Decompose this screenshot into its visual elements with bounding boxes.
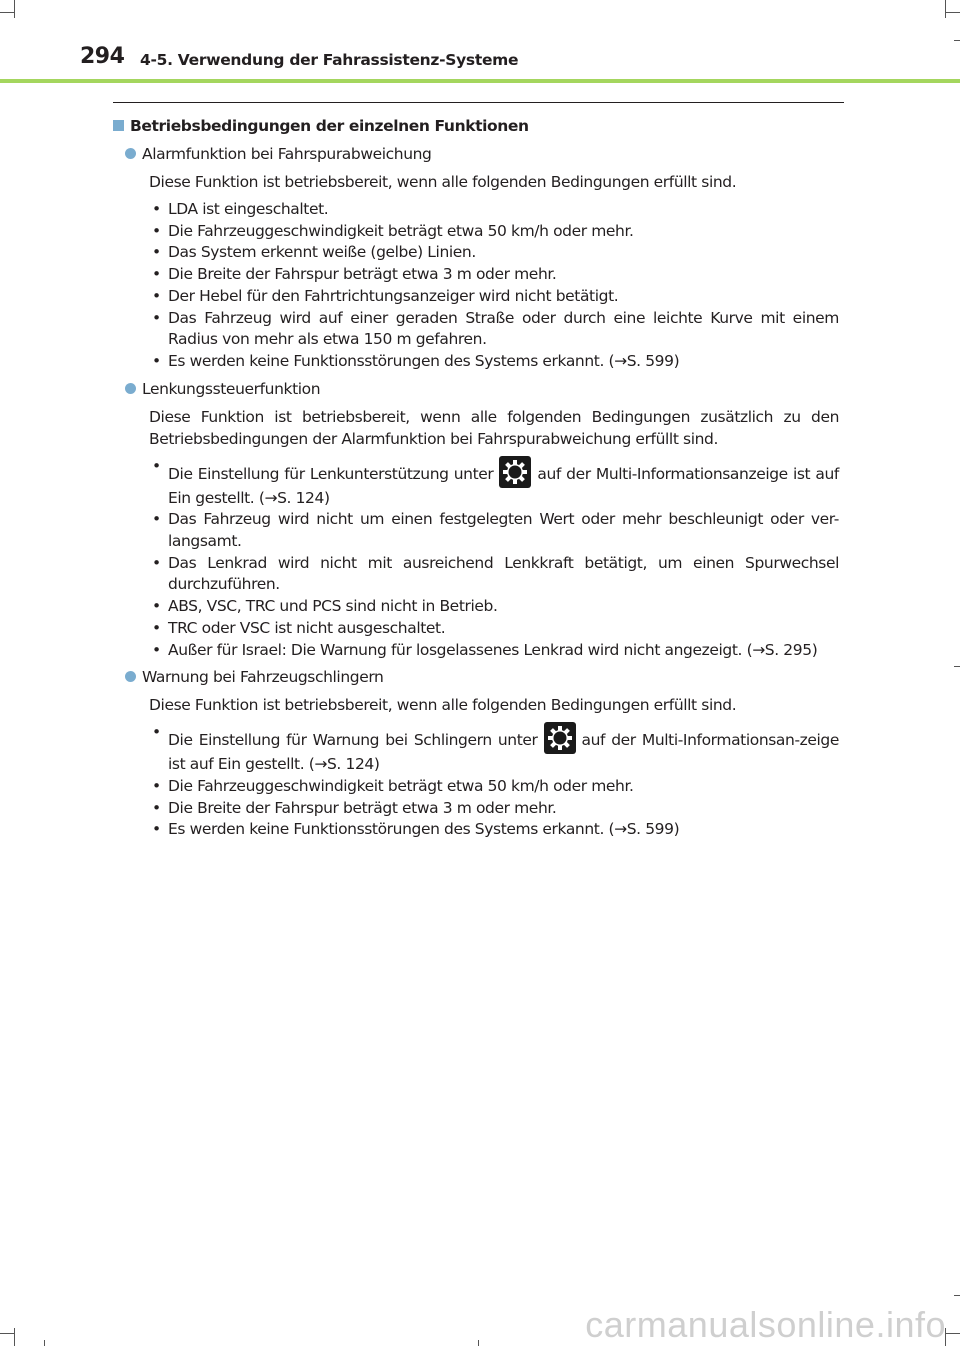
circle-bullet-icon bbox=[125, 671, 136, 682]
gear-icon bbox=[544, 722, 576, 754]
list-item: • Die Breite der Fahrspur beträgt etwa 3 m oder mehr. bbox=[152, 798, 557, 817]
list-item: • TRC oder VSC ist nicht ausgeschaltet. bbox=[152, 618, 446, 637]
heading bbox=[113, 114, 839, 138]
subheading-steering bbox=[113, 377, 839, 401]
circle-bullet-icon bbox=[125, 383, 136, 394]
crop-mark bbox=[14, 0, 15, 18]
list-item: • Es werden keine Funktionsstörungen des Systems erkannt. (→S. 599) bbox=[152, 820, 680, 839]
bullet-list bbox=[149, 722, 839, 841]
subheading-text: Alarmfunktion bei Fahrspurabweichung bbox=[142, 145, 432, 163]
subheading-text: Lenkungssteuerfunktion bbox=[142, 379, 321, 398]
list-item: • Das System erkennt weiße (gelbe) Linien. bbox=[152, 243, 476, 262]
crop-mark bbox=[954, 666, 960, 667]
crop-mark bbox=[954, 40, 960, 41]
list-item: • Das Lenkrad wird nicht mit ausreichend Lenkkraft betätigt, um einen Spurwechsel durchzuführen. bbox=[152, 553, 839, 594]
watermark: carmanualsonline.info bbox=[585, 1304, 946, 1345]
square-bullet-icon bbox=[113, 120, 124, 131]
list-item: • Außer für Israel: Die Warnung für losgelassenes Lenkrad wird nicht angezeigt. (→S. 295) bbox=[152, 640, 818, 659]
list-item: • Die Fahrzeuggeschwindigkeit beträgt etwa 50 km/h oder mehr. bbox=[152, 776, 634, 795]
subheading-sway bbox=[113, 665, 839, 689]
crop-mark bbox=[0, 1333, 15, 1334]
crop-mark bbox=[945, 1333, 960, 1334]
bullet-list bbox=[149, 456, 839, 662]
circle-bullet-icon bbox=[125, 148, 136, 159]
gear-icon bbox=[499, 456, 531, 488]
paragraph: Diese Funktion ist betriebsbereit, wenn alle folgenden Bedingungen erfüllt sind. bbox=[149, 696, 737, 715]
list-item: • Das Fahrzeug wird nicht um einen festgelegten Wert oder mehr beschleunigt oder ver-langsamt. bbox=[152, 510, 839, 551]
list-item: • Das Fahrzeug wird auf einer geraden Straße oder durch eine leichte Kurve mit einem Radius von mehr als etwa 150 m gefahren. bbox=[152, 308, 839, 349]
subheading-alarm bbox=[113, 142, 839, 166]
heading-text: Betriebsbedingungen der einzelnen Funktionen bbox=[130, 117, 529, 135]
list-item: • Es werden keine Funktionsstörungen des Systems erkannt. (→S. 599) bbox=[152, 351, 680, 370]
page-number: 294 bbox=[80, 44, 125, 69]
crop-mark bbox=[945, 12, 960, 13]
list-item: • Die Fahrzeuggeschwindigkeit beträgt etwa 50 km/h oder mehr. bbox=[152, 221, 634, 240]
subheading-text: Warnung bei Fahrzeugschlingern bbox=[142, 668, 384, 687]
crop-mark bbox=[0, 12, 15, 13]
list-item: • Der Hebel für den Fahrtrichtungsanzeiger wird nicht betätigt. bbox=[152, 286, 619, 305]
list-item: • ABS, VSC, TRC und PCS sind nicht in Betrieb. bbox=[152, 597, 498, 616]
section-title: 4-5. Verwendung der Fahrassistenz-Systeme bbox=[140, 51, 519, 69]
crop-mark bbox=[14, 1328, 15, 1346]
list-item: • LDA ist eingeschaltet. bbox=[152, 200, 329, 218]
bullet-list bbox=[149, 199, 839, 373]
crop-mark bbox=[478, 1340, 479, 1346]
crop-mark bbox=[945, 0, 946, 18]
header-divider bbox=[0, 79, 960, 83]
list-item: • Die Einstellung für Lenkunterstützung unter auf der Multi-Informationsanzeige ist auf Ein gestellt. (→S. 124) bbox=[152, 456, 839, 507]
page-content bbox=[113, 114, 839, 841]
content-divider bbox=[113, 102, 844, 103]
crop-mark bbox=[954, 1295, 960, 1296]
paragraph: Diese Funktion ist betriebsbereit, wenn alle folgenden Bedingungen zusätzlich zu den Betriebsbedingungen der Alarmfunktion bei Fahrspurabweichung erfüllt sind. bbox=[149, 407, 839, 448]
list-item: • Die Einstellung für Warnung bei Schlingern unter auf der Multi-Informationsan-zeige ist auf Ein gestellt. (→S. 124) bbox=[152, 723, 839, 774]
paragraph: Diese Funktion ist betriebsbereit, wenn alle folgenden Bedingungen erfüllt sind. bbox=[149, 173, 737, 191]
list-item: • Die Breite der Fahrspur beträgt etwa 3 m oder mehr. bbox=[152, 265, 557, 284]
crop-mark bbox=[44, 1340, 45, 1346]
